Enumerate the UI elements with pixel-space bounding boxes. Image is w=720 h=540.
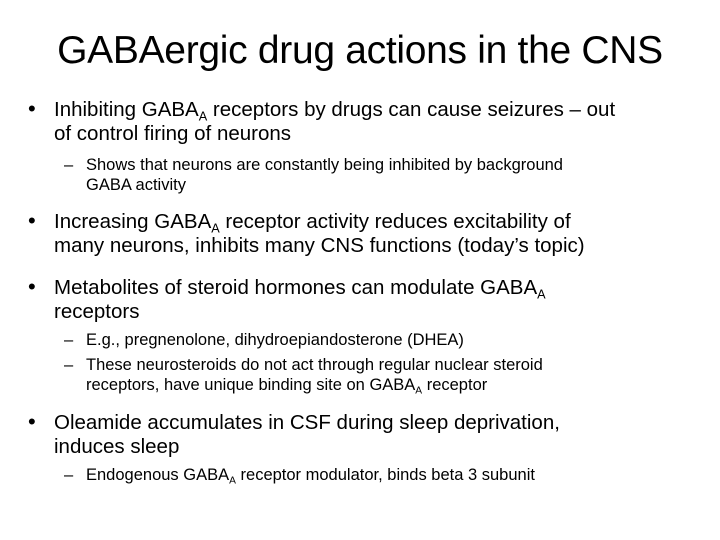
bullet-item-2-line-2: many neurons, inhibits many CNS functions (today’s topic) xyxy=(54,234,585,257)
sub-bullet-item-4 xyxy=(64,465,535,487)
dash-icon: – xyxy=(64,331,74,349)
text: receptor xyxy=(422,376,488,394)
slide-title: GABAergic drug actions in the CNS xyxy=(57,29,663,72)
text: Increasing GABA xyxy=(54,210,212,233)
text: receptor modulator, binds beta 3 subunit xyxy=(235,466,535,484)
sub-bullet-item-3-line-2 xyxy=(86,375,543,395)
subscript: A xyxy=(537,286,546,302)
subscript: A xyxy=(198,108,208,124)
sub-bullet-item-2-line-1: E.g., pregnenolone, dihydroepiandosterone (DHEA) xyxy=(86,331,464,349)
bullet-item-2-line-1 xyxy=(54,210,585,234)
sub-bullet-item-3-line-1: These neurosteroids do not act through regular nuclear steroid xyxy=(86,356,543,374)
bullet-icon: • xyxy=(28,96,36,121)
sub-bullet-item-1-line-2: GABA activity xyxy=(86,176,186,194)
bullet-item-4-line-2: induces sleep xyxy=(54,435,180,458)
bullet-item-3-line-1 xyxy=(54,276,546,300)
bullet-item-3 xyxy=(28,274,546,324)
sub-bullet-item-1 xyxy=(64,155,563,195)
bullet-item-4 xyxy=(28,409,560,459)
subscript: A xyxy=(229,475,236,487)
bullet-icon: • xyxy=(28,409,36,434)
text: receptors, have unique binding site on GABA xyxy=(86,376,416,394)
subscript: A xyxy=(211,220,220,236)
bullet-item-3-line-2: receptors xyxy=(54,300,140,323)
sub-bullet-item-3 xyxy=(64,355,543,397)
text: Endogenous GABA xyxy=(86,466,230,484)
dash-icon: – xyxy=(64,356,74,374)
sub-bullet-item-4-line-1 xyxy=(86,465,535,485)
text: Inhibiting GABA xyxy=(54,98,199,121)
text: receptors by drugs can cause seizures – out xyxy=(207,98,616,121)
bullet-item-1 xyxy=(28,96,616,146)
sub-bullet-item-2 xyxy=(64,330,464,350)
text: Metabolites of steroid hormones can modulate GABA xyxy=(54,276,538,299)
bullet-item-2 xyxy=(28,208,585,258)
bullet-item-1-line-1 xyxy=(54,98,615,122)
text: receptor activity reduces excitability of xyxy=(219,210,571,233)
bullet-icon: • xyxy=(28,274,36,299)
dash-icon: – xyxy=(64,466,74,484)
subscript: A xyxy=(415,385,423,397)
bullet-item-4-line-1: Oleamide accumulates in CSF during sleep deprivation, xyxy=(54,411,560,434)
bullet-icon: • xyxy=(28,208,36,233)
bullet-item-1-line-2: of control firing of neurons xyxy=(54,122,292,145)
dash-icon: – xyxy=(64,156,74,174)
sub-bullet-item-1-line-1: Shows that neurons are constantly being inhibited by background xyxy=(86,156,563,174)
